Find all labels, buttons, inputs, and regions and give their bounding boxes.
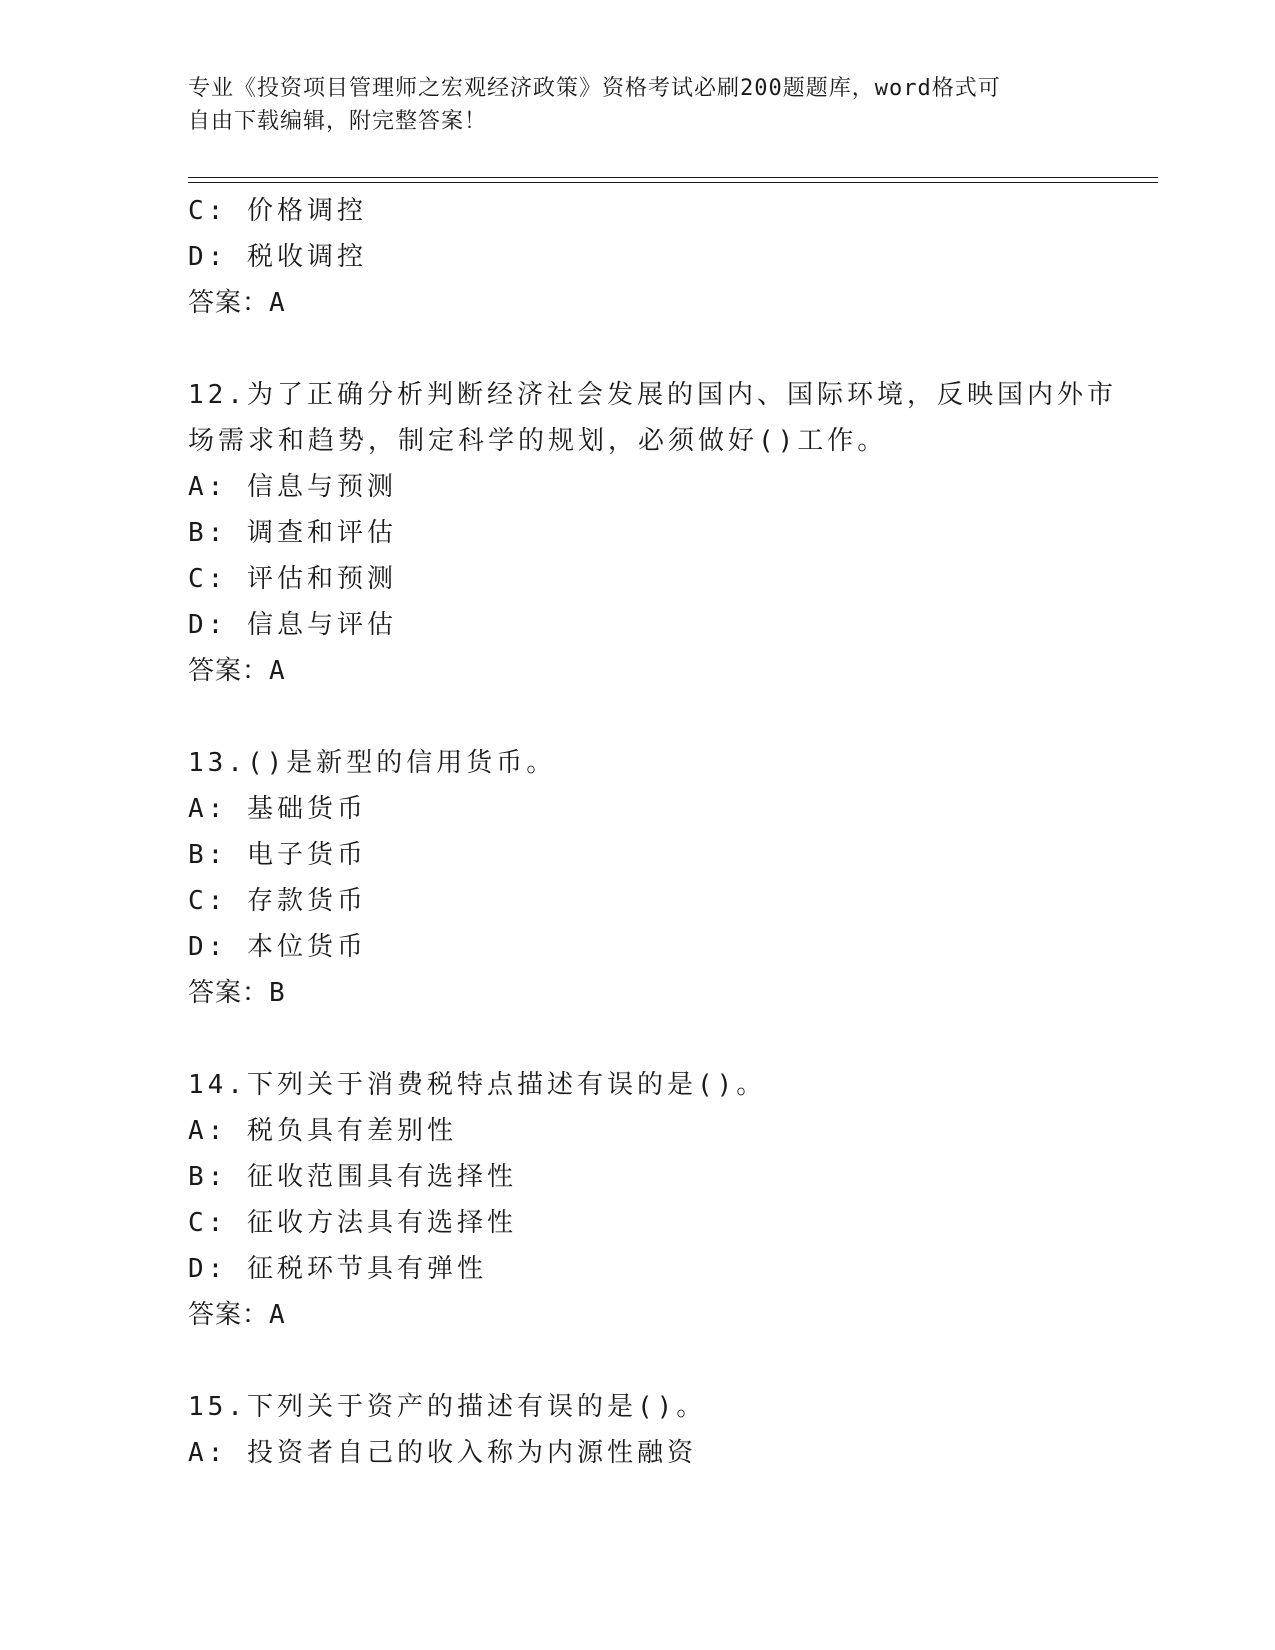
option-a: A: 信息与预测: [188, 472, 397, 502]
option-a: A: 基础货币: [188, 794, 367, 824]
question-stem: 15.下列关于资产的描述有误的是()。: [188, 1392, 707, 1422]
option-b: B: 征收范围具有选择性: [188, 1162, 517, 1192]
question-stem: 场需求和趋势，制定科学的规划，必须做好()工作。: [188, 426, 888, 456]
option-d: D: 税收调控: [188, 242, 367, 272]
option-d: D: 信息与评估: [188, 610, 397, 640]
question-stem: 14.下列关于消费税特点描述有误的是()。: [188, 1070, 767, 1100]
option-b: B: 调查和评估: [188, 518, 397, 548]
answer-label: 答案：: [188, 1300, 270, 1330]
previous-question-tail: [188, 188, 1088, 326]
option-b: B: 电子货币: [188, 840, 367, 870]
answer-value: A: [269, 288, 286, 318]
answer-value: B: [269, 978, 286, 1008]
option-a: A: 投资者自己的收入称为内源性融资: [188, 1438, 697, 1468]
option-c: C: 评估和预测: [188, 564, 397, 594]
answer-value: A: [269, 1300, 286, 1330]
header-line-2: 自由下载编辑，附完整答案！: [188, 109, 488, 134]
question-14: [188, 1062, 1088, 1338]
option-c: C: 存款货币: [188, 886, 367, 916]
option-d: D: 本位货币: [188, 932, 367, 962]
header-line-1: 专业《投资项目管理师之宏观经济政策》资格考试必刷200题题库，word格式可: [188, 76, 1001, 101]
question-13: [188, 740, 1088, 1016]
page-header: [188, 72, 1068, 138]
answer-line: [188, 970, 1088, 1016]
question-content: [188, 188, 1117, 1476]
question-15: [188, 1384, 1088, 1476]
answer-line: [188, 1292, 1088, 1338]
option-d: D: 征税环节具有弹性: [188, 1254, 487, 1284]
option-c: C: 征收方法具有选择性: [188, 1208, 517, 1238]
question-stem: 12.为了正确分析判断经济社会发展的国内、国际环境，反映国内外市: [188, 380, 1117, 410]
answer-label: 答案：: [188, 288, 270, 318]
answer-value: A: [269, 656, 286, 686]
answer-label: 答案：: [188, 656, 270, 686]
answer-line: [188, 280, 1088, 326]
header-divider: [188, 177, 1158, 183]
option-a: A: 税负具有差别性: [188, 1116, 457, 1146]
answer-line: [188, 648, 1088, 694]
answer-label: 答案：: [188, 978, 270, 1008]
question-12: [188, 372, 1117, 694]
question-stem: 13.()是新型的信用货币。: [188, 748, 557, 778]
option-c: C: 价格调控: [188, 196, 367, 226]
